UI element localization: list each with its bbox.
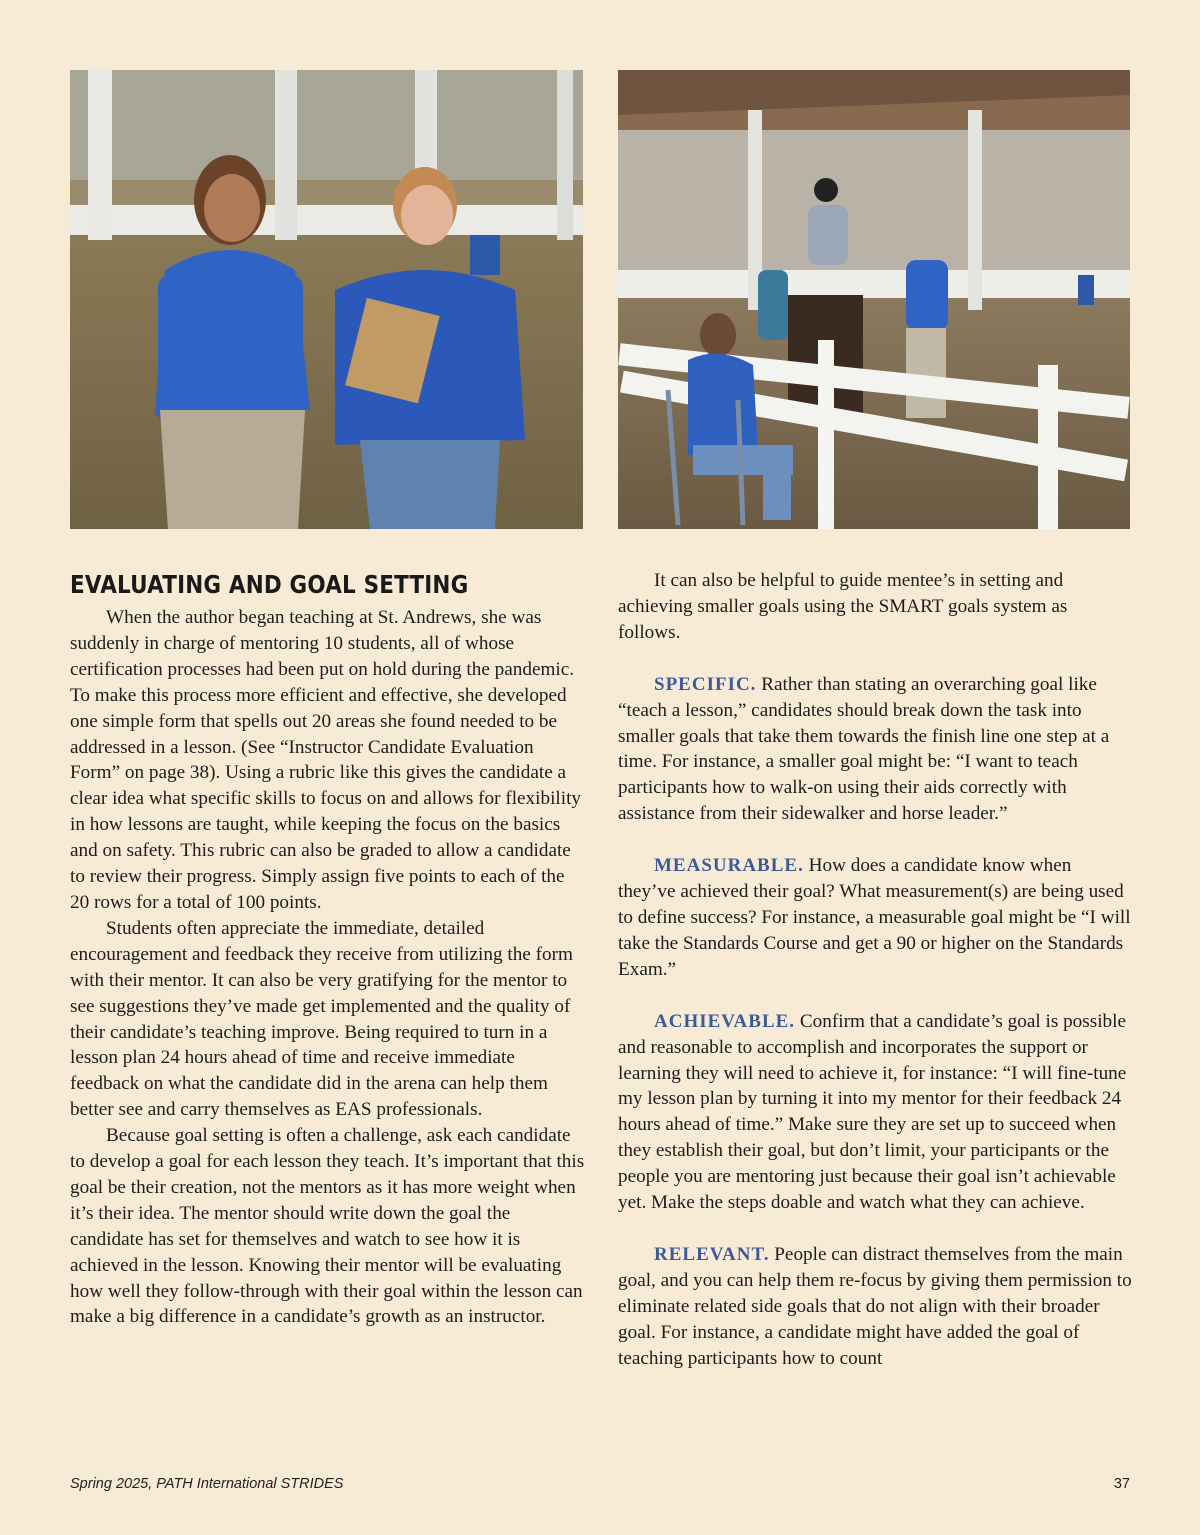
smart-lead-relevant: RELEVANT.	[654, 1243, 770, 1265]
smart-text-achievable: Confirm that a candidate’s goal is possible and reasonable to accomplish and incorporates the support or learning they will need to achieve it, for instance: “I will fine-tune my lesson plan by turning it into my mentor for their feedback 24 hours ahead of time.” Make sure they are set up to succeed when they establish their goal, but don’t limit, your participants or the people you are mentoring just because their goal isn’t achievable yet. Make the steps doable and watch what they can achieve.	[618, 1010, 1127, 1214]
body-paragraph: Because goal setting is often a challenge, ask each candidate to develop a goal for each lesson they teach. It’s important that this goal be their creation, not the mentors as it has more weight when it’s their idea. The mentor should write down the goal the candidate has set for themselves and watch to see how it is achieved in the lesson. Knowing their mentor will be evaluating how well they follow-through with their goal within the lesson can make a big difference in a candidate’s growth as an instructor.	[70, 1125, 585, 1328]
smart-lead-achievable: ACHIEVABLE.	[654, 1010, 796, 1032]
smart-lead-specific: SPECIFIC.	[654, 673, 757, 695]
smart-text-relevant: People can distract themselves from the main goal, and you can help them re-focus by giving them permission to eliminate related side goals that do not align with their broader goal. For instance, a candidate might have added the goal of teaching participants how to count	[618, 1243, 1132, 1369]
right-column	[618, 568, 1133, 1371]
body-paragraph: Students often appreciate the immediate, detailed encouragement and feedback they receive from utilizing the form with their mentor. It can also be very gratifying for the mentor to see suggestions they’ve made get implemented and the quality of their candidate’s teaching improve. Being required to turn in a lesson plan 24 hours ahead of time and receive immediate feedback on what the candidate did in the arena can help them better see and carry themselves as EAS professionals.	[70, 917, 573, 1121]
smart-achievable-paragraph	[618, 1009, 1133, 1216]
photo-instructor-and-candidate	[70, 70, 583, 529]
body-paragraph: When the author began teaching at St. Andrews, she was suddenly in charge of mentoring 10 students, all of whose certification processes had been put on hold during the pandemic. To make this process more efficient and effective, she developed one simple form that spells out 20 areas she found needed to be addressed in a lesson. (See “Instructor Candidate Evaluation Form” on page 38). Using a rubric like this gives the candidate a clear idea what specific skills to focus on and allows for flexibility in how lessons are taught, while keeping the focus on the basics and on safety. This rubric can also be graded to allow a candidate to review their progress. Simply assign five points to each of the 20 rows for a total of 100 points.	[70, 607, 581, 913]
smart-intro-paragraph: It can also be helpful to guide mentee’s in setting and achieving smaller goals using the SMART goals system as follows.	[618, 570, 1068, 643]
section-heading: EVALUATING AND GOAL SETTING	[70, 570, 469, 599]
photo-arena-lesson	[618, 70, 1130, 529]
smart-relevant-paragraph	[618, 1242, 1133, 1372]
left-column	[70, 568, 585, 1330]
smart-text-specific: Rather than stating an overarching goal like “teach a lesson,” candidates should break down the task into smaller goals that take them towards the finish line one step at a time. For instance, a smaller goal might be: “I want to teach participants how to walk-on using their aids correctly with assistance from their sidewalker and horse leader.”	[618, 673, 1110, 825]
smart-measurable-paragraph	[618, 853, 1133, 983]
smart-text-measurable: How does a candidate know when they’ve achieved their goal? What measurement(s) are being used to define success? For instance, a measurable goal might be “I will take the Standards Course and get a 90 or higher on the Standards Exam.”	[618, 855, 1131, 980]
footer-issue: Spring 2025, PATH International STRIDES	[70, 1476, 344, 1492]
smart-specific-paragraph	[618, 672, 1133, 827]
smart-lead-measurable: MEASURABLE.	[654, 855, 804, 877]
footer-page-number: 37	[1113, 1476, 1130, 1492]
